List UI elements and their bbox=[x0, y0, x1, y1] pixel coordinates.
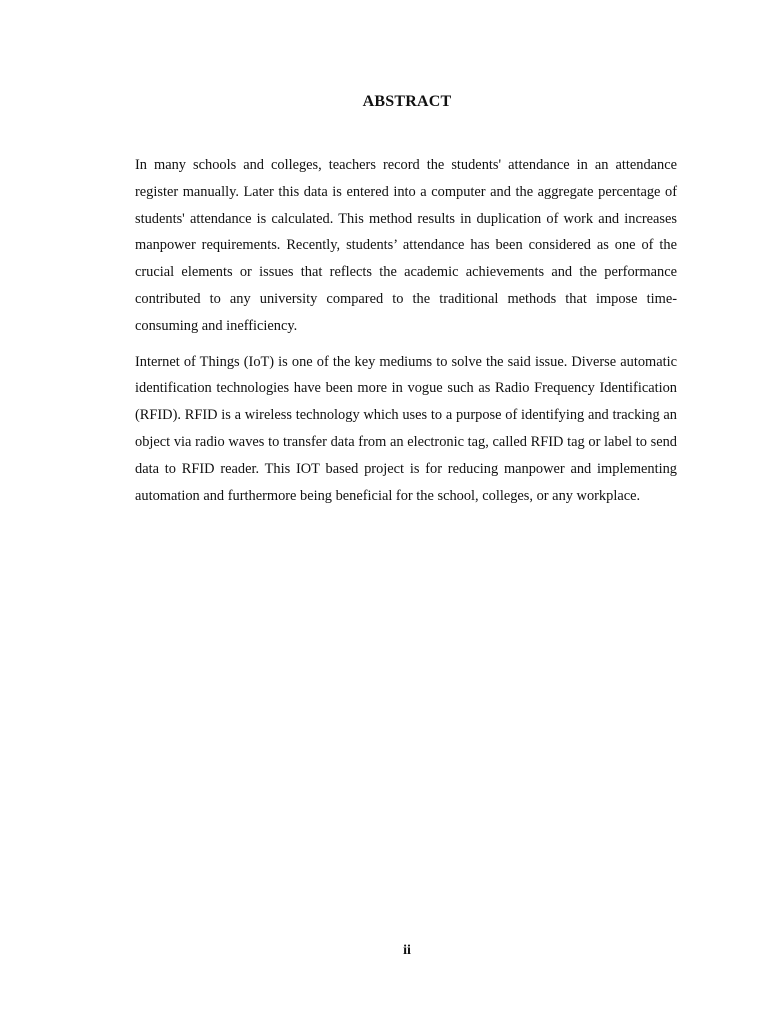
abstract-paragraph-2: Internet of Things (IoT) is one of the key mediums to solve the said issue. Diverse automatic identification technologies have been more in vogue such as Radio Frequency Identification (RFID). RFID is a wireless technology which uses to a purpose of identifying and tracking an object via radio waves to transfer data from an electronic tag, called RFID tag or label to send data to RFID reader. This IOT based project is for reducing manpower and implementing automation and furthermore being beneficial for the school, colleges, or any workplace. bbox=[135, 353, 677, 504]
abstract-paragraph-1: In many schools and colleges, teachers record the students' attendance in an attendance register manually. Later this data is entered into a computer and the aggregate percentage of students' attendance is calculated. This method results in duplication of work and increases manpower requirements. Recently, students’ attendance has been considered as one of the crucial elements or issues that reflects the academic achievements and the performance contributed to any university compared to the traditional methods that impose time-consuming and inefficiency. bbox=[135, 157, 677, 334]
abstract-heading: ABSTRACT bbox=[362, 93, 452, 110]
page-number: ii bbox=[403, 943, 411, 958]
abstract-body bbox=[135, 152, 677, 509]
